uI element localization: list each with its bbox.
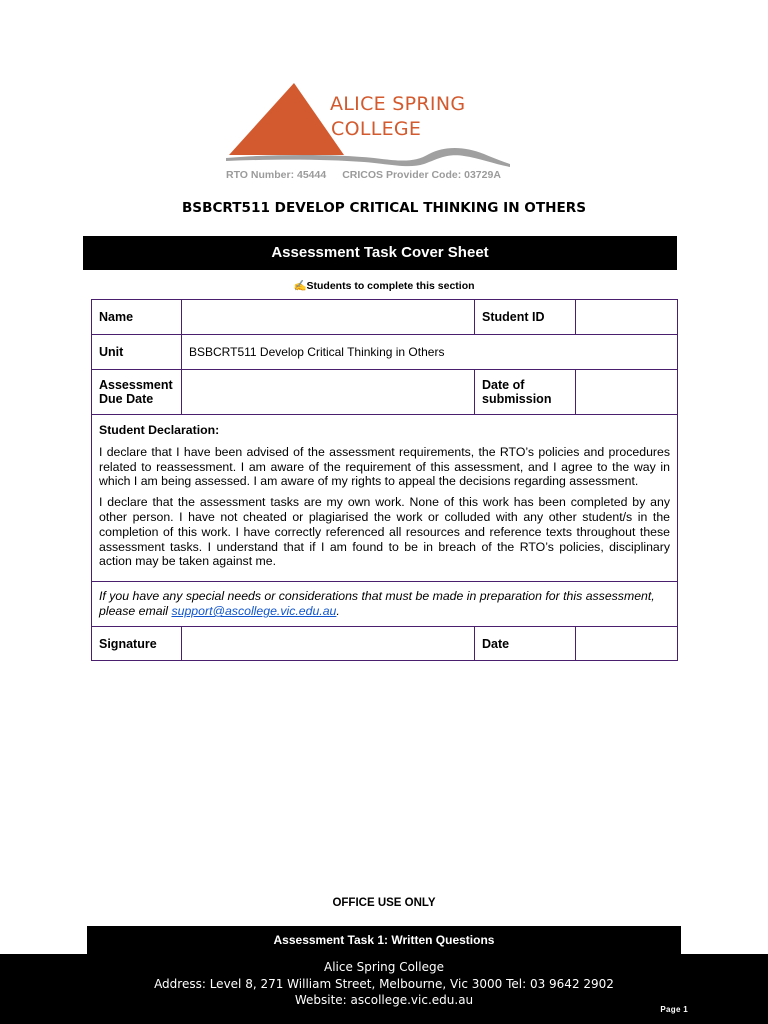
unit-label: Unit <box>92 335 182 370</box>
student-id-field[interactable] <box>576 300 678 335</box>
college-logo <box>224 80 514 188</box>
declaration-heading: Student Declaration: <box>99 423 220 437</box>
due-date-label-line-2: Due Date <box>99 392 154 406</box>
declaration-paragraph-2: I declare that the assessment tasks are my own work. None of this work has been completed by any other person. I have not cheated or plagiarised the work or colluded with any other student/s in the completion of this work. I have correctly referenced all resources and reference texts throughout these assessment tasks. I understand that if I am found to be in breach of the RTO’s policies, disciplinary action may be taken against me. <box>99 495 670 569</box>
date-label: Date <box>475 627 576 661</box>
unit-value: BSBCRT511 Develop Critical Thinking in Others <box>182 335 678 370</box>
office-use-heading: OFFICE USE ONLY <box>332 897 436 909</box>
signature-field[interactable] <box>182 627 475 661</box>
declaration-row <box>92 415 678 582</box>
due-date-label-line-1: Assessment <box>99 378 173 392</box>
declaration-paragraph-1: I declare that I have been advised of the assessment requirements, the RTO’s policies and procedures related to reassessment. I am aware of the requirement of this assessment, and I agree to the way in which I am being assessed. I am aware of my rights to appeal the decisions regarding assessment. <box>99 444 670 489</box>
logo-triangle <box>229 83 344 155</box>
submission-date-label <box>475 370 576 415</box>
support-email-link[interactable]: support@ascollege.vic.edu.au <box>171 604 337 619</box>
submission-date-field[interactable] <box>576 370 678 415</box>
logo-registration <box>226 169 501 181</box>
signature-row <box>92 627 678 661</box>
logo-line-2: COLLEGE <box>331 118 422 140</box>
submission-label-line-2: submission <box>482 392 552 406</box>
special-needs-row <box>92 582 678 627</box>
special-needs-text: If you have any special needs or considerations that must be made in preparation for this assessment, please email <box>99 589 655 619</box>
cover-sheet-title: Assessment Task Cover Sheet <box>83 236 677 270</box>
due-date-field[interactable] <box>182 370 475 415</box>
footer-address: Address: Level 8, 271 William Street, Melbourne, Vic 3000 Tel: 03 9642 2902 <box>154 976 614 991</box>
page-number: Page 1 <box>660 1004 688 1014</box>
special-needs-note <box>92 582 678 627</box>
rto-number: RTO Number: 45444 <box>226 169 327 181</box>
cover-sheet-form <box>91 299 678 661</box>
student-id-label: Student ID <box>475 300 576 335</box>
instruction-text: ✍Students to complete this section <box>293 280 475 292</box>
page-footer <box>0 954 768 1024</box>
due-date-label <box>92 370 182 415</box>
submission-label-line-1: Date of <box>482 378 525 392</box>
footer-website: Website: ascollege.vic.edu.au <box>294 993 474 1007</box>
logo-wordmark <box>330 92 465 142</box>
signature-label: Signature <box>92 627 182 661</box>
name-row <box>92 300 678 335</box>
date-field[interactable] <box>576 627 678 661</box>
name-label: Name <box>92 300 182 335</box>
student-declaration <box>92 415 678 582</box>
assessment-task-bar: Assessment Task 1: Written Questions <box>87 926 681 954</box>
special-needs-end: . <box>336 604 340 619</box>
cricos-code: CRICOS Provider Code: 03729A <box>342 169 501 181</box>
footer-college-name: Alice Spring College <box>324 960 444 974</box>
name-field[interactable] <box>182 300 475 335</box>
document-title: BSBCRT511 DEVELOP CRITICAL THINKING IN OTHERS <box>181 200 587 216</box>
unit-row <box>92 335 678 370</box>
logo-line-1: ALICE SPRING <box>330 93 466 115</box>
dates-row <box>92 370 678 415</box>
